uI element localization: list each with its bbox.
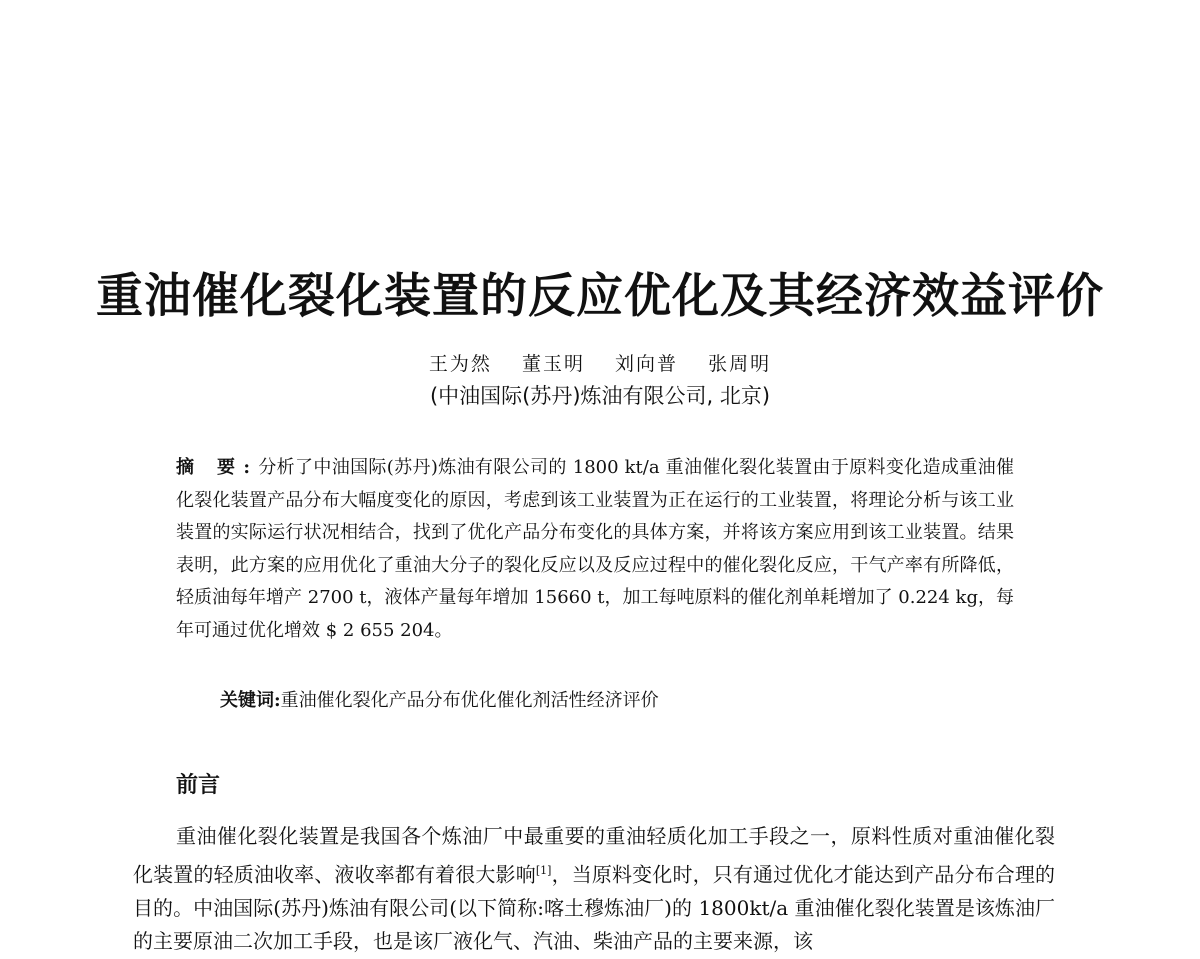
paper-title: 重油催化裂化装置的反应优化及其经济效益评价: [96, 269, 1104, 324]
author-name: 王为然: [428, 353, 492, 375]
author-list: [0, 350, 1200, 378]
body-text: ，当原料变化时，只有通过优化才能达到产品分布合理的目的。中油国际(苏丹)炼油有限公司(以下简称:喀土穆炼油厂)的 1800kt/a 重油催化裂化装置是该炼油厂的主要原油二次加工手段，也是该厂液化气、汽油、柴油产品的主要来源，该: [133, 862, 1056, 954]
keywords-label: 关键词:: [220, 690, 281, 711]
body-text: 重油催化裂化装置是我国各个炼油厂中最重要的重油轻质化加工手段之一，原料性质对重油催化裂化装置的轻质油收率、液收率都有着很大影响: [133, 824, 1055, 887]
section-heading: 前言: [176, 773, 221, 798]
author-name: 张周明: [708, 353, 772, 375]
abstract-label: 摘 要:: [176, 457, 258, 478]
abstract-text: 分析了中油国际(苏丹)炼油有限公司的 1800 kt/a 重油催化裂化装置由于原料变化造成重油催化裂化装置产品分布大幅度变化的原因，考虑到该工业装置为正在运行的工业装置，将理论分析与该工业装置的实际运行状况相结合，找到了优化产品分布变化的具体方案，并将该方案应用到该工业装置。结果表明，此方案的应用优化了重油大分子的裂化反应以及反应过程中的催化裂化反应，干气产率有所降低，轻质油每年增产 2700 t，液体产量每年增加 15660 t，加工每吨原料的催化剂单耗增加了 0.224 kg，每年可通过优化增效 $ 2 655 204。: [176, 457, 1014, 641]
citation-ref[interactable]: [1]: [535, 863, 552, 877]
author-name: 董玉明: [521, 353, 585, 375]
keywords: [220, 686, 1020, 716]
keywords-text: 重油催化裂化产品分布优化催化剂活性经济评价: [280, 690, 659, 711]
body-paragraph: [133, 820, 1055, 959]
abstract: [176, 452, 1014, 648]
author-name: 刘向普: [615, 353, 679, 375]
affiliation: (中油国际(苏丹)炼油有限公司, 北京): [429, 384, 771, 408]
